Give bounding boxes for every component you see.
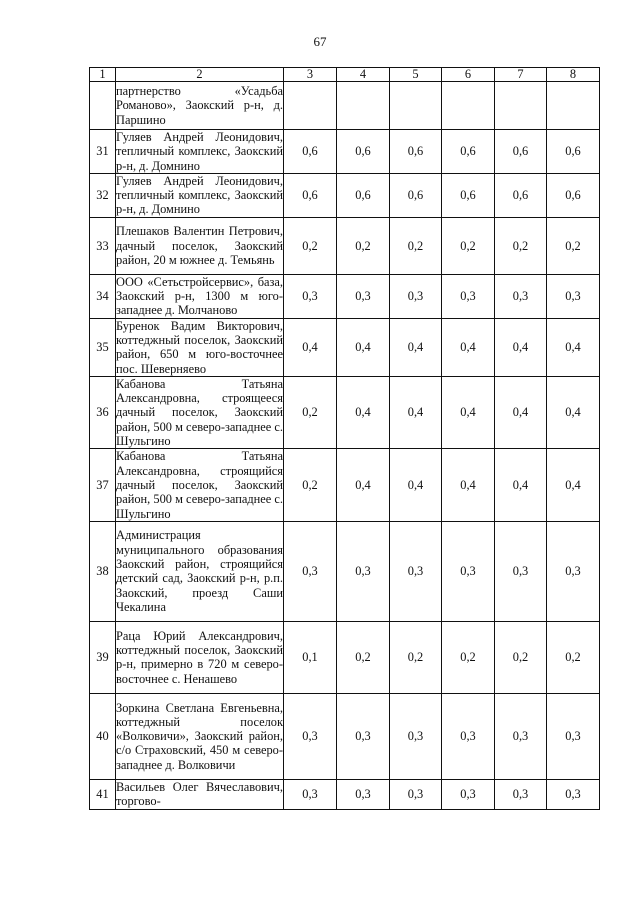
table-row	[90, 693, 600, 779]
value-cell: 0,4	[495, 318, 547, 376]
column-header: 3	[284, 68, 337, 82]
value-cell: 0,6	[284, 173, 337, 217]
row-description: партнерство «Усадьба Романово», Заокский р-н, д. Паршино	[116, 82, 284, 130]
value-cell: 0,3	[337, 693, 390, 779]
value-cell: 0,6	[495, 173, 547, 217]
row-description: Васильев Олег Вячеславович, торгово-	[116, 780, 283, 809]
value-cell: 0,6	[284, 130, 337, 174]
value-cell: 0,2	[442, 621, 495, 693]
row-number: 33	[90, 217, 116, 274]
value-cell: 0,4	[442, 449, 495, 521]
value-cell: 0,2	[442, 217, 495, 274]
value-cell: 0,4	[390, 449, 442, 521]
value-cell: 0,4	[547, 449, 600, 521]
value-cell	[547, 82, 600, 130]
table-row	[90, 274, 600, 318]
value-cell: 0,3	[442, 274, 495, 318]
value-cell	[284, 82, 337, 130]
table-body	[90, 68, 600, 810]
value-cell: 0,3	[284, 693, 337, 779]
value-cell: 0,6	[495, 130, 547, 174]
value-cell: 0,3	[284, 779, 337, 809]
value-cell: 0,3	[495, 274, 547, 318]
column-header: 4	[337, 68, 390, 82]
row-description: Зоркина Светлана Евгеньевна, коттеджный поселок «Волковичи», Заокский район, с/о Страховский, 450 м северо-западнее д. Волковичи	[116, 693, 284, 779]
value-cell: 0,2	[547, 621, 600, 693]
value-cell: 0,3	[284, 274, 337, 318]
row-description: Кабанова Татьяна Александровна, строящееся дачный поселок, Заокский район, 500 м северо-западнее с. Шульгино	[116, 376, 283, 449]
value-cell: 0,6	[547, 173, 600, 217]
row-description: ООО «Сетьстройсервис», база, Заокский р-н, 1300 м юго-западнее д. Молчаново	[116, 274, 283, 318]
value-cell: 0,4	[390, 318, 442, 376]
value-cell: 0,2	[337, 621, 390, 693]
row-number: 41	[90, 779, 116, 809]
row-number: 35	[90, 318, 116, 376]
value-cell: 0,4	[495, 376, 547, 448]
value-cell: 0,1	[284, 621, 337, 693]
value-cell: 0,2	[284, 376, 337, 448]
value-cell: 0,4	[442, 376, 495, 448]
value-cell: 0,3	[390, 521, 442, 621]
value-cell: 0,3	[547, 779, 600, 809]
value-cell: 0,2	[495, 621, 547, 693]
table-row	[90, 521, 600, 621]
table-row	[90, 318, 600, 376]
value-cell: 0,3	[442, 521, 495, 621]
value-cell: 0,3	[390, 274, 442, 318]
value-cell: 0,3	[495, 693, 547, 779]
column-header: 5	[390, 68, 442, 82]
value-cell: 0,6	[337, 130, 390, 174]
row-number: 38	[90, 521, 116, 621]
row-number	[90, 82, 116, 130]
value-cell: 0,3	[337, 521, 390, 621]
value-cell: 0,3	[495, 521, 547, 621]
value-cell: 0,4	[547, 376, 600, 448]
page-number: 67	[313, 34, 327, 49]
value-cell: 0,6	[390, 130, 442, 174]
value-cell: 0,6	[390, 173, 442, 217]
row-description: Буренок Вадим Викторович, коттеджный поселок, Заокский район, 650 м юго-восточнее пос. Шеверняево	[116, 318, 283, 376]
table-row	[90, 130, 600, 174]
column-header: 7	[495, 68, 547, 82]
value-cell: 0,2	[495, 217, 547, 274]
row-number: 37	[90, 449, 116, 521]
value-cell	[442, 82, 495, 130]
value-cell: 0,6	[442, 173, 495, 217]
value-cell: 0,3	[442, 693, 495, 779]
row-description: Гуляев Андрей Леонидович, тепличный комплекс, Заокский р-н, д. Домнино	[116, 130, 283, 173]
value-cell: 0,2	[390, 217, 442, 274]
value-cell: 0,6	[547, 130, 600, 174]
table-row	[90, 217, 600, 274]
table-row	[90, 173, 600, 217]
column-header: 1	[90, 68, 116, 82]
table-row	[90, 621, 600, 693]
data-table	[89, 67, 600, 810]
row-number: 36	[90, 376, 116, 448]
value-cell	[495, 82, 547, 130]
row-description: Плешаков Валентин Петрович, дачный поселок, Заокский район, 20 м южнее д. Темьянь	[116, 217, 284, 274]
value-cell: 0,4	[442, 318, 495, 376]
value-cell: 0,4	[337, 318, 390, 376]
value-cell: 0,2	[337, 217, 390, 274]
value-cell: 0,3	[495, 779, 547, 809]
row-number: 39	[90, 621, 116, 693]
value-cell: 0,4	[495, 449, 547, 521]
value-cell: 0,3	[547, 521, 600, 621]
value-cell: 0,6	[442, 130, 495, 174]
row-description: Кабанова Татьяна Александровна, строящийся дачный поселок, Заокский район, 500 м северо-западнее с. Шульгино	[116, 449, 283, 521]
value-cell: 0,3	[337, 274, 390, 318]
row-description: Раца Юрий Александрович, коттеджный поселок, Заокский р-н, примерно в 720 м северо-восточнее с. Ненашево	[116, 621, 284, 693]
value-cell: 0,3	[390, 693, 442, 779]
row-description: Администрация муниципального образования Заокский район, строящийся детский сад, Заокский р-н, р.п. Заокский, проезд Саши Чекалина	[116, 521, 284, 621]
value-cell: 0,3	[547, 693, 600, 779]
row-number: 31	[90, 130, 116, 174]
value-cell: 0,6	[337, 173, 390, 217]
row-number: 32	[90, 173, 116, 217]
table-header-row	[90, 68, 600, 82]
value-cell: 0,4	[390, 376, 442, 448]
table-row	[90, 82, 600, 130]
table-row	[90, 449, 600, 521]
row-description: Гуляев Андрей Леонидович, тепличный комплекс, Заокский р-н, д. Домнино	[116, 173, 283, 217]
value-cell: 0,3	[442, 779, 495, 809]
value-cell	[337, 82, 390, 130]
table-row	[90, 376, 600, 448]
column-header: 6	[442, 68, 495, 82]
value-cell: 0,4	[547, 318, 600, 376]
value-cell: 0,3	[547, 274, 600, 318]
row-number: 40	[90, 693, 116, 779]
table-row	[90, 779, 600, 809]
value-cell: 0,4	[284, 318, 337, 376]
value-cell: 0,3	[390, 779, 442, 809]
value-cell: 0,3	[284, 521, 337, 621]
column-header: 8	[547, 68, 600, 82]
value-cell: 0,4	[337, 449, 390, 521]
value-cell: 0,2	[284, 449, 337, 521]
value-cell	[390, 82, 442, 130]
value-cell: 0,2	[547, 217, 600, 274]
row-number: 34	[90, 274, 116, 318]
value-cell: 0,2	[284, 217, 337, 274]
value-cell: 0,2	[390, 621, 442, 693]
value-cell: 0,3	[337, 779, 390, 809]
value-cell: 0,4	[337, 376, 390, 448]
column-header: 2	[116, 68, 284, 82]
